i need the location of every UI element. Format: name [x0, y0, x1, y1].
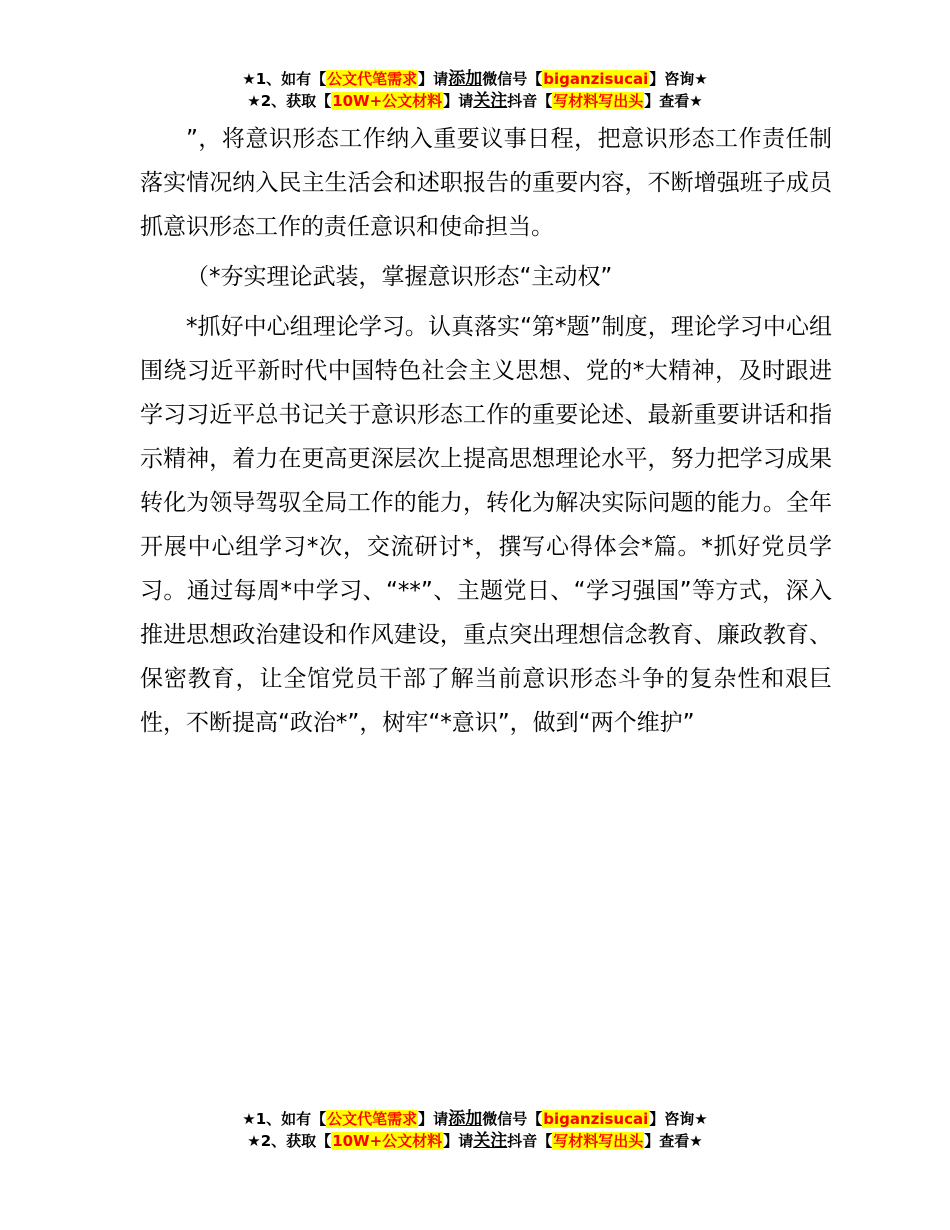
document-body	[140, 117, 832, 745]
highlight-wechat-id: biganzisucai	[543, 70, 649, 88]
banner-text: ★1、如有【	[242, 1110, 327, 1128]
banner-text: ★2、获取【	[247, 92, 332, 110]
highlight-service: 公文代笔需求	[327, 1110, 418, 1128]
banner-text: 】查看★	[644, 92, 703, 110]
banner-text: 微信号【	[482, 1110, 543, 1128]
highlight-wechat-id: biganzisucai	[543, 1110, 649, 1128]
banner-line-1	[0, 1108, 950, 1130]
banner-text: 】请	[443, 1132, 474, 1150]
banner-text: 】咨询★	[649, 70, 708, 88]
paragraph-3: *抓好中心组理论学习。认真落实“第*题”制度，理论学习中心组围绕习近平新时代中国特色社会主义思想、党的*大精神，及时跟进学习习近平总书记关于意识形态工作的重要论述、最新重要讲话和指示精神，着力在更高更深层次上提高思想理论水平，努力把学习成果转化为领导驾驭全局工作的能力，转化为解决实际问题的能力。全年开展中心组学习*次，交流研讨*，撰写心得体会*篇。*抓好党员学习。通过每周*中学习、“**”、主题党日、“学习强国”等方式，深入推进思想政治建设和作风建设，重点突出理想信念教育、廉政教育、保密教育，让全馆党员干部了解当前意识形态斗争的复杂性和艰巨性，不断提高“政治*”，树牢“*意识”，做到“两个维护”	[140, 314, 833, 736]
banner-text: 】查看★	[644, 1132, 703, 1150]
banner-text: 】请	[418, 1110, 449, 1128]
footer-banner	[0, 1108, 950, 1152]
banner-text: 抖音【	[507, 92, 553, 110]
banner-text: 】请	[418, 70, 449, 88]
paragraph-1: ”，将意识形态工作纳入重要议事日程，把意识形态工作责任制落实情况纳入民主生活会和述职报告的重要内容，不断增强班子成员抓意识形态工作的责任意识和使命担当。	[140, 126, 832, 240]
banner-emphasis: 添加	[448, 1109, 483, 1129]
highlight-douyin: 写材料写出头	[553, 92, 644, 110]
banner-text: 抖音【	[507, 1132, 553, 1150]
banner-text: 微信号【	[482, 70, 543, 88]
banner-emphasis: 关注	[473, 1131, 508, 1151]
section-heading: （*夯实理论武装，掌握意识形态“主动权”	[186, 264, 613, 290]
highlight-materials: 10W+公文材料	[332, 92, 443, 110]
banner-text: 】请	[443, 92, 474, 110]
highlight-douyin: 写材料写出头	[553, 1132, 644, 1150]
highlight-materials: 10W+公文材料	[332, 1132, 443, 1150]
banner-text: 】咨询★	[649, 1110, 708, 1128]
banner-text: ★2、获取【	[247, 1132, 332, 1150]
banner-line-2	[0, 1130, 950, 1152]
banner-text: ★1、如有【	[242, 70, 327, 88]
banner-line-2	[0, 90, 950, 112]
highlight-service: 公文代笔需求	[327, 70, 418, 88]
header-banner	[0, 68, 950, 112]
banner-emphasis: 关注	[473, 91, 508, 111]
banner-line-1	[0, 68, 950, 90]
banner-emphasis: 添加	[448, 69, 483, 89]
